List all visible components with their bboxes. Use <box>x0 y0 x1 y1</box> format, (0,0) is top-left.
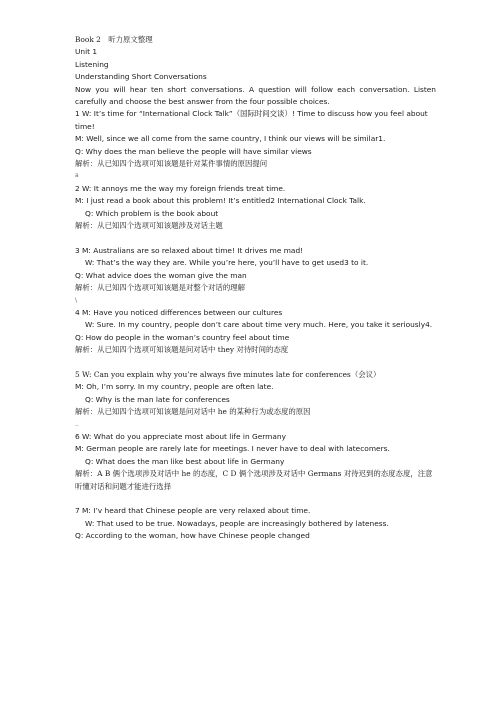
item-2-line-1: 2 W: It annoys me the way my foreign friends treat time. <box>75 183 286 193</box>
item-3-line-1: 3 M: Australians are so relaxed about time! It drives me mad! <box>75 245 304 255</box>
unit-title: Unit 1 <box>75 47 98 57</box>
stray-mark-1: a <box>75 172 79 180</box>
item-5-question: Q: Why is the man late for conferences <box>85 394 230 404</box>
item-5-analysis: 解析：从已知四个选项可知该题是问对话中 he 的某种行为或态度的原因 <box>75 407 311 417</box>
item-6-line-2: M: German people are rarely late for meetings. I never have to deal with latecomers. <box>75 444 390 454</box>
item-1-question: Q: Why does the man believe the people will have similar views <box>75 146 312 156</box>
item-7-line-1: 7 M: I’v heard that Chinese people are very relaxed about time. <box>75 506 311 516</box>
item-1-line-1: 1 W: It’s time for “International Clock Talk”（国际时间交谈）! Time to discuss how you feel about time! <box>75 109 428 131</box>
subsection-title: Understanding Short Conversations <box>75 72 207 82</box>
item-6-line-1: 6 W: What do you appreciate most about life in Germany <box>75 431 286 441</box>
item-3-line-2: W: That’s the way they are. While you’re here, you’ll have to get used3 to it. <box>85 258 369 268</box>
instructions: Now you will hear ten short conversations. A question will follow each conversation. Listen carefully and choose the best answer from the four possible choices. <box>75 84 436 107</box>
section-title: Listening <box>75 59 109 69</box>
item-1-line-2: M: Well, since we all come from the same country, I think our views will be similar1. <box>75 134 386 144</box>
stray-mark-5: .. <box>75 420 79 428</box>
item-2-analysis: 解析：从已知四个选项可知该题涉及对话主题 <box>75 221 223 231</box>
item-3-analysis: 解析：从已知四个选项可知该题是对整个对话的理解 <box>75 283 245 293</box>
item-7-line-2: W: That used to be true. Nowadays, people are increasingly bothered by lateness. <box>85 518 389 528</box>
item-7-question: Q: According to the woman, how have Chinese people changed <box>75 531 310 541</box>
item-1-analysis: 解析：从已知四个选项可知该题是针对某件事情的原因提问 <box>75 159 268 169</box>
item-2-line-2: M: I just read a book about this problem! It’s entitled2 International Clock Talk. <box>75 196 366 206</box>
item-3-question: Q: What advice does the woman give the man <box>75 270 247 280</box>
book-title: Book 2 听力原文整理 <box>75 35 153 44</box>
item-4-line-2: W: Sure. In my country, people don’t care about time very much. Here, you take it seriously4. <box>85 320 433 330</box>
item-4-analysis: 解析：从已知四个选项可知该题是问对话中 they 对待时间的态度 <box>75 345 289 355</box>
item-5-line-2: M: Oh, I’m sorry. In my country, people are often late. <box>75 382 274 392</box>
item-4-question: Q: How do people in the woman’s country feel about time <box>75 332 290 342</box>
stray-mark-3: \ <box>75 296 78 304</box>
item-6-question: Q: What does the man like best about life in Germany <box>85 456 285 466</box>
item-4-line-1: 4 M: Have you noticed differences between our cultures <box>75 307 283 317</box>
item-6-analysis: 解析：A B 俩个选项涉及对话中 he 的态度，C D 俩个选项涉及对话中 Germans 对待迟到的态度态度，注意听懂对话和问题才能进行选择 <box>75 469 433 491</box>
item-5-line-1: 5 W: Can you explain why you’re always five minutes late for conferences（会议） <box>75 369 381 379</box>
item-2-question: Q: Which problem is the book about <box>85 208 219 218</box>
